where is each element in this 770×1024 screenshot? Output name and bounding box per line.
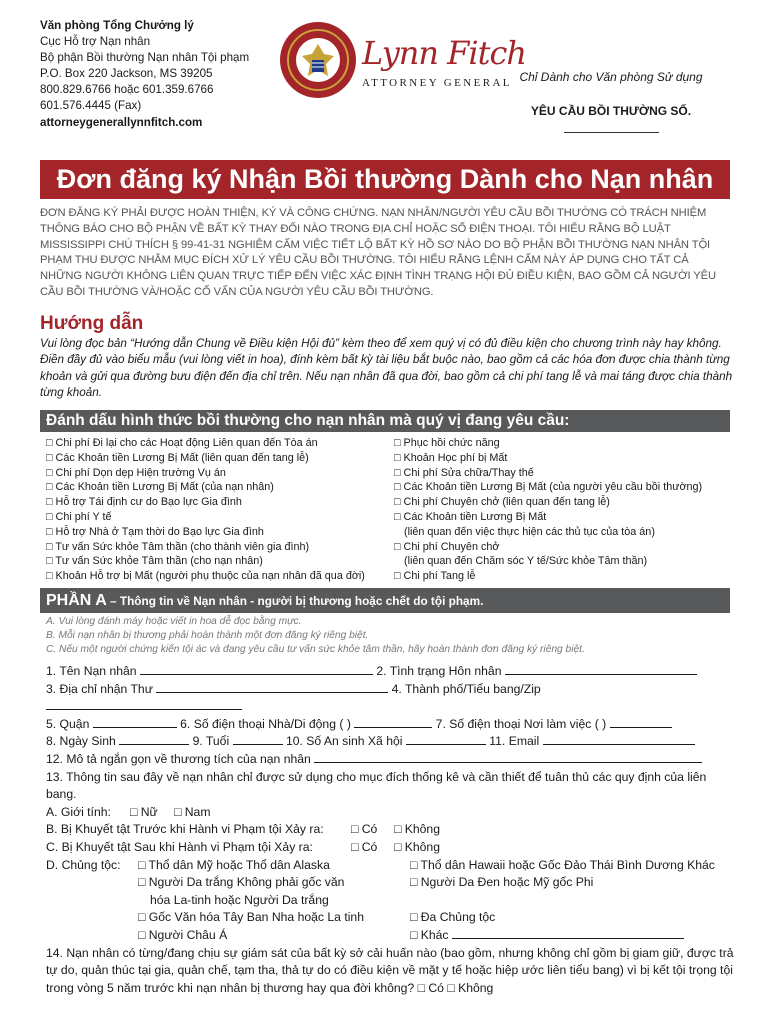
checkbox-race-multiracial[interactable]: □ Đa Chủng tộc [410,910,496,925]
checkbox-disability-before-yes[interactable]: □ Có [351,822,378,837]
part-a-subtitle: – Thông tin về Nạn nhân - người bị thương hoặc chết do tội phạm. [106,594,484,608]
row-4-cont [46,698,736,716]
row-race-5 [46,927,736,945]
checkbox-lost-wages-court[interactable]: □ Các Khoản tiền Lương Bị Mất [394,510,547,523]
row-disability-before [46,821,736,839]
row-1-2 [46,663,736,681]
race-white-cont: hóa La-tinh hoặc Người Da trắng [150,892,329,907]
marital-status-field[interactable] [505,663,697,675]
office-po-box: P.O. Box 220 Jackson, MS 39205 [40,67,213,81]
dob-field[interactable] [119,733,189,745]
logo-subtitle: ATTORNEY GENERAL [362,77,512,89]
checkbox-court-travel[interactable]: □ Chi phí Đi lại cho các Hoạt động Liên quan đến Tòa án [46,437,318,449]
statistics-note: 13. Thông tin sau đây về nạn nhân chỉ được sử dụng cho mục đích thống kê và cần thiết để tuân thủ các quy định của liên bang. [46,769,707,802]
checkbox-supervision-no[interactable]: □ Không [447,980,494,995]
note-b: B. Mỗi nạn nhân bị thương phải hoàn thành một đơn đăng ký riêng biệt. [46,629,369,641]
part-a-title: PHẦN A [46,592,107,609]
victim-name-label: 1. Tên Nạn nhân [46,664,137,678]
checkbox-disability-after-no[interactable]: □ Không [394,839,440,854]
mailing-address-label: 3. Địa chỉ nhận Thư [46,681,153,696]
race-other-field[interactable] [452,927,684,939]
gender-label: A. Giới tính: [46,804,111,819]
age-label: 9. Tuổi [192,734,230,749]
instructions-heading: Hướng dẫn [40,313,144,334]
intro-notice: ĐƠN ĐĂNG KÝ PHẢI ĐƯỢC HOÀN THIỆN, KÝ VÀ CÔNG CHỨNG. NẠN NHÂN/NGƯỜI YÊU CẦU BỒI THƯỜNG CÓ TRÁCH NHIỆM THÔNG BÁO CHO BỘ PHẬN VỀ BẤT KỲ THAY ĐỔI NÀO TRONG ĐỊA CHỈ HOẶC SỐ ĐIỆN THOẠI. TÔI HIỂU RẰNG BỘ LUẬT MISSISSIPPI CHÚ THÍCH § 99-41-31 NGHIÊM CẤM VIỆC TIẾT LỘ BẤT KỲ HỒ SƠ NÀO DO BỘ PHẬN BỒI THƯỜNG NẠN NHÂN TỘI PHẠM THU ĐƯỢC NHẰM MỤC ĐÍCH XỬ LÝ YÊU CẦU BỒI THƯỜNG. TÔI HIỂU RẰNG LỆNH CẤM NÀY ÁP DỤNG CHO TẤT CẢ NHỮNG NGƯỜI KHÔNG LIÊN QUAN TRỰC TIẾP ĐẾN VIỆC XÁC ĐỊNH TÌNH TRẠNG HỘI ĐỦ ĐIỀU KIỆN, BAO GỒM CẢ NGƯỜI YÊU CẦU BỒI THƯỜNG VÀ/HOẶC CỐ VẤN CỦA NGƯỜI YÊU CẦU BỒI THƯỜNG. [40,207,716,298]
compensation-options-right [394,436,734,584]
ssn-label: 10. Số An sinh Xã hội [285,734,403,749]
row-3-4 [46,681,736,699]
checkbox-rehabilitation[interactable]: □ Phục hồi chức năng [394,437,500,449]
checkbox-race-other[interactable] [410,927,684,945]
note-a: A. Vui lòng đánh máy hoặc viết in hoa dễ đọc bằng mực. [46,616,302,627]
checkbox-disability-before-no[interactable]: □ Không [394,822,440,837]
work-phone-field[interactable] [610,716,672,728]
state-seal-icon [278,20,358,100]
note-c: C. Nếu một người chứng kiến tội ác và đang yêu cầu tư vấn sức khỏe tâm thần, hãy hoàn thành đơn đăng ký riêng biệt. [46,643,585,655]
mailing-address-field[interactable] [156,681,388,693]
checkbox-race-asian[interactable]: □ Người Châu Á [138,927,228,942]
office-use-box [516,70,706,133]
row-5-7 [46,716,736,734]
race-other-label: □ Khác [410,927,449,942]
row-12 [46,751,736,769]
checkbox-lost-wages-claimant[interactable]: □ Các Khoản tiền Lương Bị Mất (của người yêu cầu bồi thường) [394,481,703,494]
row-race-4 [46,909,736,927]
row-race-2 [46,874,736,892]
form-title: Đơn đăng ký Nhận Bồi thường Dành cho Nạn nhân [40,160,730,199]
lost-wages-court-note: (liên quan đến việc thực hiện các thủ tục của tòa án) [404,525,655,538]
disability-before-label: B. Bị Khuyết tật Trước khi Hành vi Phạm tội Xảy ra: [46,822,324,837]
part-a-heading [40,588,730,613]
row-8-11 [46,733,736,751]
checkbox-funeral[interactable]: □ Chi phí Tang lễ [394,570,476,583]
compensation-options-left [46,436,386,584]
disability-after-label: C. Bị Khuyết tật Sau khi Hành vi Phạm tội Xảy ra: [46,839,313,854]
checkbox-repair-replacement[interactable]: □ Chi phí Sửa chữa/Thay thế [394,466,534,479]
checkbox-race-white[interactable]: □ Người Da trắng Không phải gốc văn [138,875,345,890]
attorney-general-logo [358,32,526,102]
checkbox-race-hispanic[interactable]: □ Gốc Văn hóa Tây Ban Nha hoặc La tinh [138,910,364,925]
checkbox-loss-of-support[interactable]: □ Khoản Hỗ trợ bị Mất (người phụ thuộc của nạn nhân đã qua đời) [46,570,365,583]
row-gender [46,804,736,822]
part-a-notes [46,615,736,656]
instructions-body: Vui lòng đọc bản “Hướng dẫn Chung về Điều kiện Hội đủ” kèm theo để xem quý vị có đủ điều kiện cho chương trình này hay không. Điền đầy đủ vào biểu mẫu (vui lòng viết in hoa), đính kèm bất kỳ tài liệu bắt buộc nào, bao gồm cả các hóa đơn được chia thành từng khoản và gửi qua đường bưu điện đến địa chỉ trên. Nếu nạn nhân đã qua đời, bao gồm cả chi phí tang lễ và mai táng được chia thành từng khoản. [40,337,733,399]
office-fax: 601.576.4445 (Fax) [40,99,142,113]
county-label: 5. Quận [46,716,90,731]
office-phone: 800.829.6766 hoặc 601.359.6766 [40,83,214,97]
checkbox-lost-wages-funeral[interactable]: □ Các Khoản tiền Lương Bị Mất (liên quan đến tang lễ) [46,451,309,464]
checkbox-lost-wages-victim[interactable]: □ Các Khoản tiền Lương Bị Mất (của nạn nhân) [46,481,274,494]
checkbox-transport-funeral[interactable]: □ Chi phí Chuyên chở (liên quan đến tang lễ) [394,496,610,509]
row-disability-after [46,839,736,857]
victim-name-field[interactable] [140,663,373,675]
header [40,18,730,158]
office-division: Cục Hỗ trợ Nạn nhân [40,35,151,49]
ssn-field[interactable] [406,733,486,745]
row-race-3 [46,892,736,910]
email-label: 11. Email [489,734,540,749]
city-state-zip-field[interactable] [46,698,242,710]
transport-medical-note: (liên quan đến Chăm sóc Y tế/Sức khỏe Tâm thần) [404,555,648,568]
logo-script: Lynn Fitch [362,34,526,72]
checkbox-race-black[interactable]: □ Người Da Đen hoặc Mỹ gốc Phi [410,875,594,890]
age-field[interactable] [233,733,283,745]
checkbox-race-native-american[interactable]: □ Thổ dân Mỹ hoặc Thổ dân Alaska [138,857,330,872]
checkbox-lost-tuition[interactable]: □ Khoản Học phí bị Mất [394,451,508,464]
office-address [40,18,249,131]
race-label: D. Chủng tộc: [46,857,121,872]
checkbox-race-pacific-islander[interactable]: □ Thổ dân Hawaii hoặc Gốc Đảo Thái Bình Dương Khác [410,857,715,872]
office-website[interactable]: attorneygenerallynnfitch.com [40,115,203,129]
county-field[interactable] [93,716,177,728]
email-field[interactable] [543,733,695,745]
checkbox-transport-medical[interactable]: □ Chi phí Chuyên chở [394,540,500,553]
checkbox-male[interactable]: □ Nam [174,804,211,819]
city-state-zip-label: 4. Thành phố/Tiểu bang/Zip [391,681,541,696]
row-race-1 [46,857,736,875]
dob-label: 8. Ngày Sinh [46,734,116,749]
injury-description-label: 12. Mô tả ngắn gọn về thương tích của nạn nhân [46,751,311,766]
home-phone-field[interactable] [354,716,432,728]
injury-description-field[interactable] [314,751,702,763]
checkbox-relocation[interactable]: □ Hỗ trợ Tái định cư do Bạo lực Gia đình [46,496,242,509]
office-department: Bộ phận Bồi thường Nạn nhân Tội phạm [40,51,250,65]
home-phone-label: 6. Số điện thoại Nhà/Di động ( ) [180,716,351,731]
checkbox-medical[interactable]: □ Chi phí Y tế [46,510,112,523]
checkbox-crime-scene-cleanup[interactable]: □ Chi phí Dọn dẹp Hiện trường Vụ án [46,466,226,479]
supervision-question-text: 14. Nạn nhân có từng/đang chịu sự giám sát của bất kỳ sở cải huấn nào (bao gồm, nhưng không chỉ gồm bị giam giữ, được trả tự do, quản thúc tại gia, quản chế, tạm tha, thả tự do có điều kiện về mặt y tế hoặc hiệp ước liên tiểu bang) vì bị kết tội trọng tội trong vòng 5 năm trước khi nạn nhân bị thương hay qua đời không? [46,945,734,995]
checkbox-temp-housing[interactable]: □ Hỗ trợ Nhà ở Tạm thời do Bạo lực Gia đình [46,525,264,538]
checkbox-counseling-victim[interactable]: □ Tư vấn Sức khỏe Tâm thần (cho nạn nhân) [46,555,263,568]
checkbox-supervision-yes[interactable]: □ Có [417,980,444,995]
checkbox-counseling-family[interactable]: □ Tư vấn Sức khỏe Tâm thần (cho thành viên gia đình) [46,540,310,553]
marital-status-label: 2. Tình trạng Hôn nhân [376,664,502,678]
checkbox-disability-after-yes[interactable]: □ Có [351,839,378,854]
office-use-label: Chỉ Dành cho Văn phòng Sử dụng [519,70,703,84]
claim-number-label: YÊU CẦU BỒI THƯỜNG SỐ. [530,104,692,118]
supervision-question [46,945,736,998]
claim-number-field[interactable] [564,132,659,133]
compensation-heading: Đánh dấu hình thức bồi thường cho nạn nhân mà quý vị đang yêu cầu: [40,410,730,432]
checkbox-female[interactable]: □ Nữ [130,804,158,819]
victim-info-form [46,663,736,997]
work-phone-label: 7. Số điện thoại Nơi làm việc ( ) [435,716,607,731]
office-name: Văn phòng Tổng Chưởng lý [40,19,194,32]
